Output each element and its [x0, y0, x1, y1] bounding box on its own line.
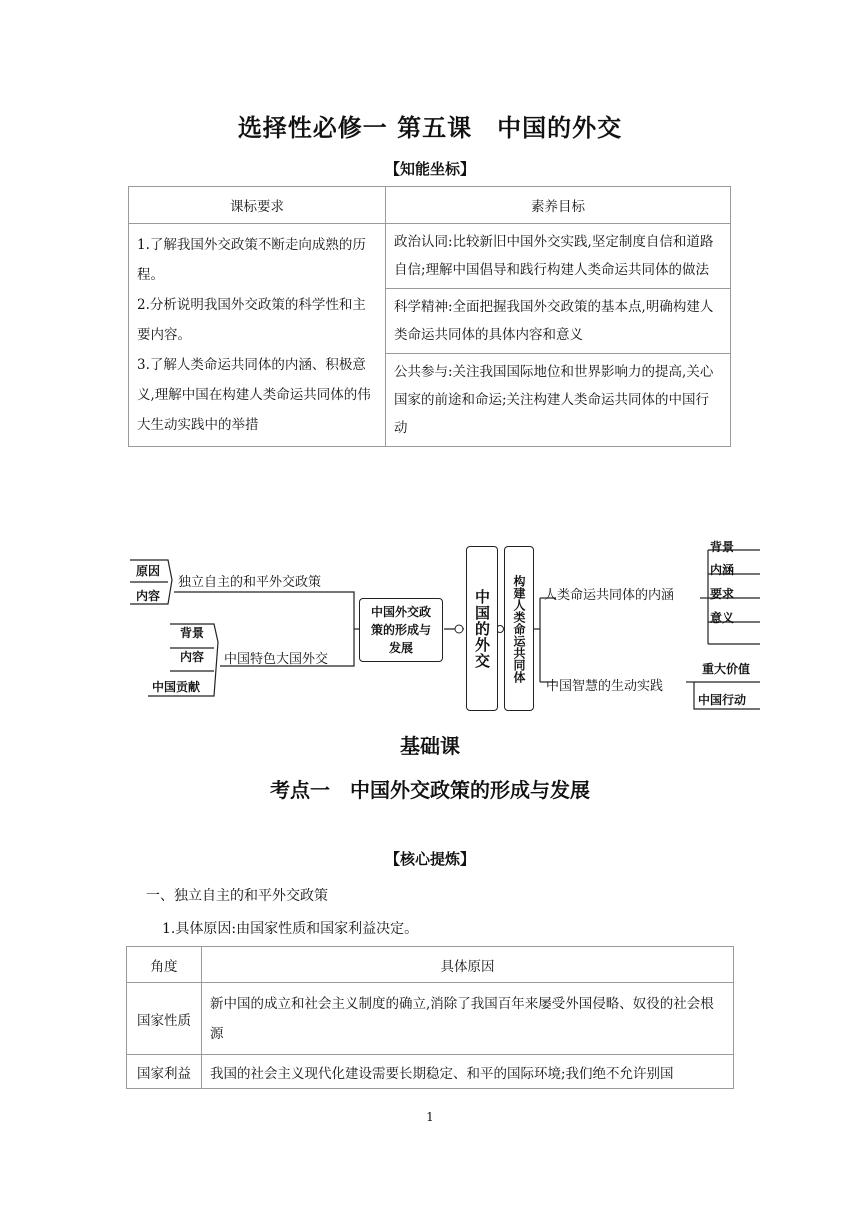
tag-major-value: 重大价值: [702, 662, 751, 676]
goal-cell: 公共参与:关注我国国际地位和世界影响力的提高,关心国家的前途和命运;关注构建人类命运共同体的中国行动: [386, 354, 731, 447]
requirements-cell: [129, 224, 386, 447]
box-community-shared-future: 构建人类命运共同体: [504, 546, 534, 711]
tag-reason: 原因: [136, 564, 161, 578]
tag-significance: 意义: [710, 611, 735, 625]
header-angle: 角度: [127, 947, 202, 983]
paragraph-policy-heading: 一、独立自主的和平外交政策: [146, 888, 328, 904]
header-requirements: 课标要求: [129, 187, 386, 224]
angle-cell: 国家利益: [127, 1055, 202, 1089]
table-header-row: [129, 187, 731, 224]
goal-cell: 政治认同:比较新旧中国外交实践,坚定制度自信和道路自信;理解中国倡导和践行构建人类命运共同体的做法: [386, 224, 731, 289]
label-community-connotation: 人类命运共同体的内涵: [544, 588, 675, 603]
box-policy-formation: 中国外交政策的形成与发展: [359, 598, 443, 662]
tag-content: 内容: [136, 589, 161, 603]
table-row: [129, 224, 731, 289]
tag-connotation: 内涵: [710, 563, 735, 577]
curriculum-table: [128, 186, 731, 447]
label-major-country-diplomacy: 中国特色大国外交: [224, 652, 329, 667]
tag-background: 背景: [180, 626, 205, 640]
table-header-row: [127, 947, 734, 983]
goal-cell: 科学精神:全面把握我国外交政策的基本点,明确构建人类命运共同体的具体内容和意义: [386, 289, 731, 354]
requirement-item: 1.了解我国外交政策不断走向成熟的历程。: [137, 237, 366, 283]
reasons-table: [126, 946, 734, 1089]
tag-content: 内容: [180, 650, 205, 664]
concept-map-lines: [128, 540, 760, 715]
requirement-item: 2.分析说明我国外交政策的科学性和主要内容。: [137, 297, 366, 343]
tag-requirement: 要求: [710, 587, 735, 601]
header-reason: 具体原因: [202, 947, 734, 983]
header-goals: 素养目标: [386, 187, 731, 224]
knowledge-heading: 【知能坐标】: [384, 160, 475, 178]
angle-cell: 国家性质: [127, 983, 202, 1055]
box-china-diplomacy: 中国的外交: [466, 546, 498, 711]
tag-china-action: 中国行动: [698, 693, 747, 707]
label-chinese-wisdom-practice: 中国智慧的生动实践: [546, 679, 664, 694]
label-independent-peace-policy: 独立自主的和平外交政策: [178, 575, 322, 590]
tag-china-contribution: 中国贡献: [152, 680, 201, 694]
concept-map: [128, 540, 760, 715]
section-basic-course: 基础课: [400, 734, 460, 758]
paragraph-specific-reasons: 1.具体原因:由国家性质和国家利益决定。: [162, 921, 419, 937]
page-number: 1: [426, 1110, 434, 1124]
page-title: 选择性必修一 第五课 中国的外交: [237, 114, 623, 142]
core-heading: 【核心提炼】: [384, 850, 475, 868]
requirement-item: 3.了解人类命运共同体的内涵、积极意义,理解中国在构建人类命运共同体的伟大生动实践中的举措: [137, 357, 371, 433]
reason-cell: 新中国的成立和社会主义制度的确立,消除了我国百年来屡受外国侵略、奴役的社会根源: [202, 983, 734, 1055]
reason-cell: 我国的社会主义现代化建设需要长期稳定、和平的国际环境;我们绝不允许别国: [202, 1055, 734, 1089]
section-key-point-1: 考点一 中国外交政策的形成与发展: [270, 778, 590, 802]
table-row: [127, 1055, 734, 1089]
tag-background: 背景: [710, 540, 735, 554]
table-row: [127, 983, 734, 1055]
